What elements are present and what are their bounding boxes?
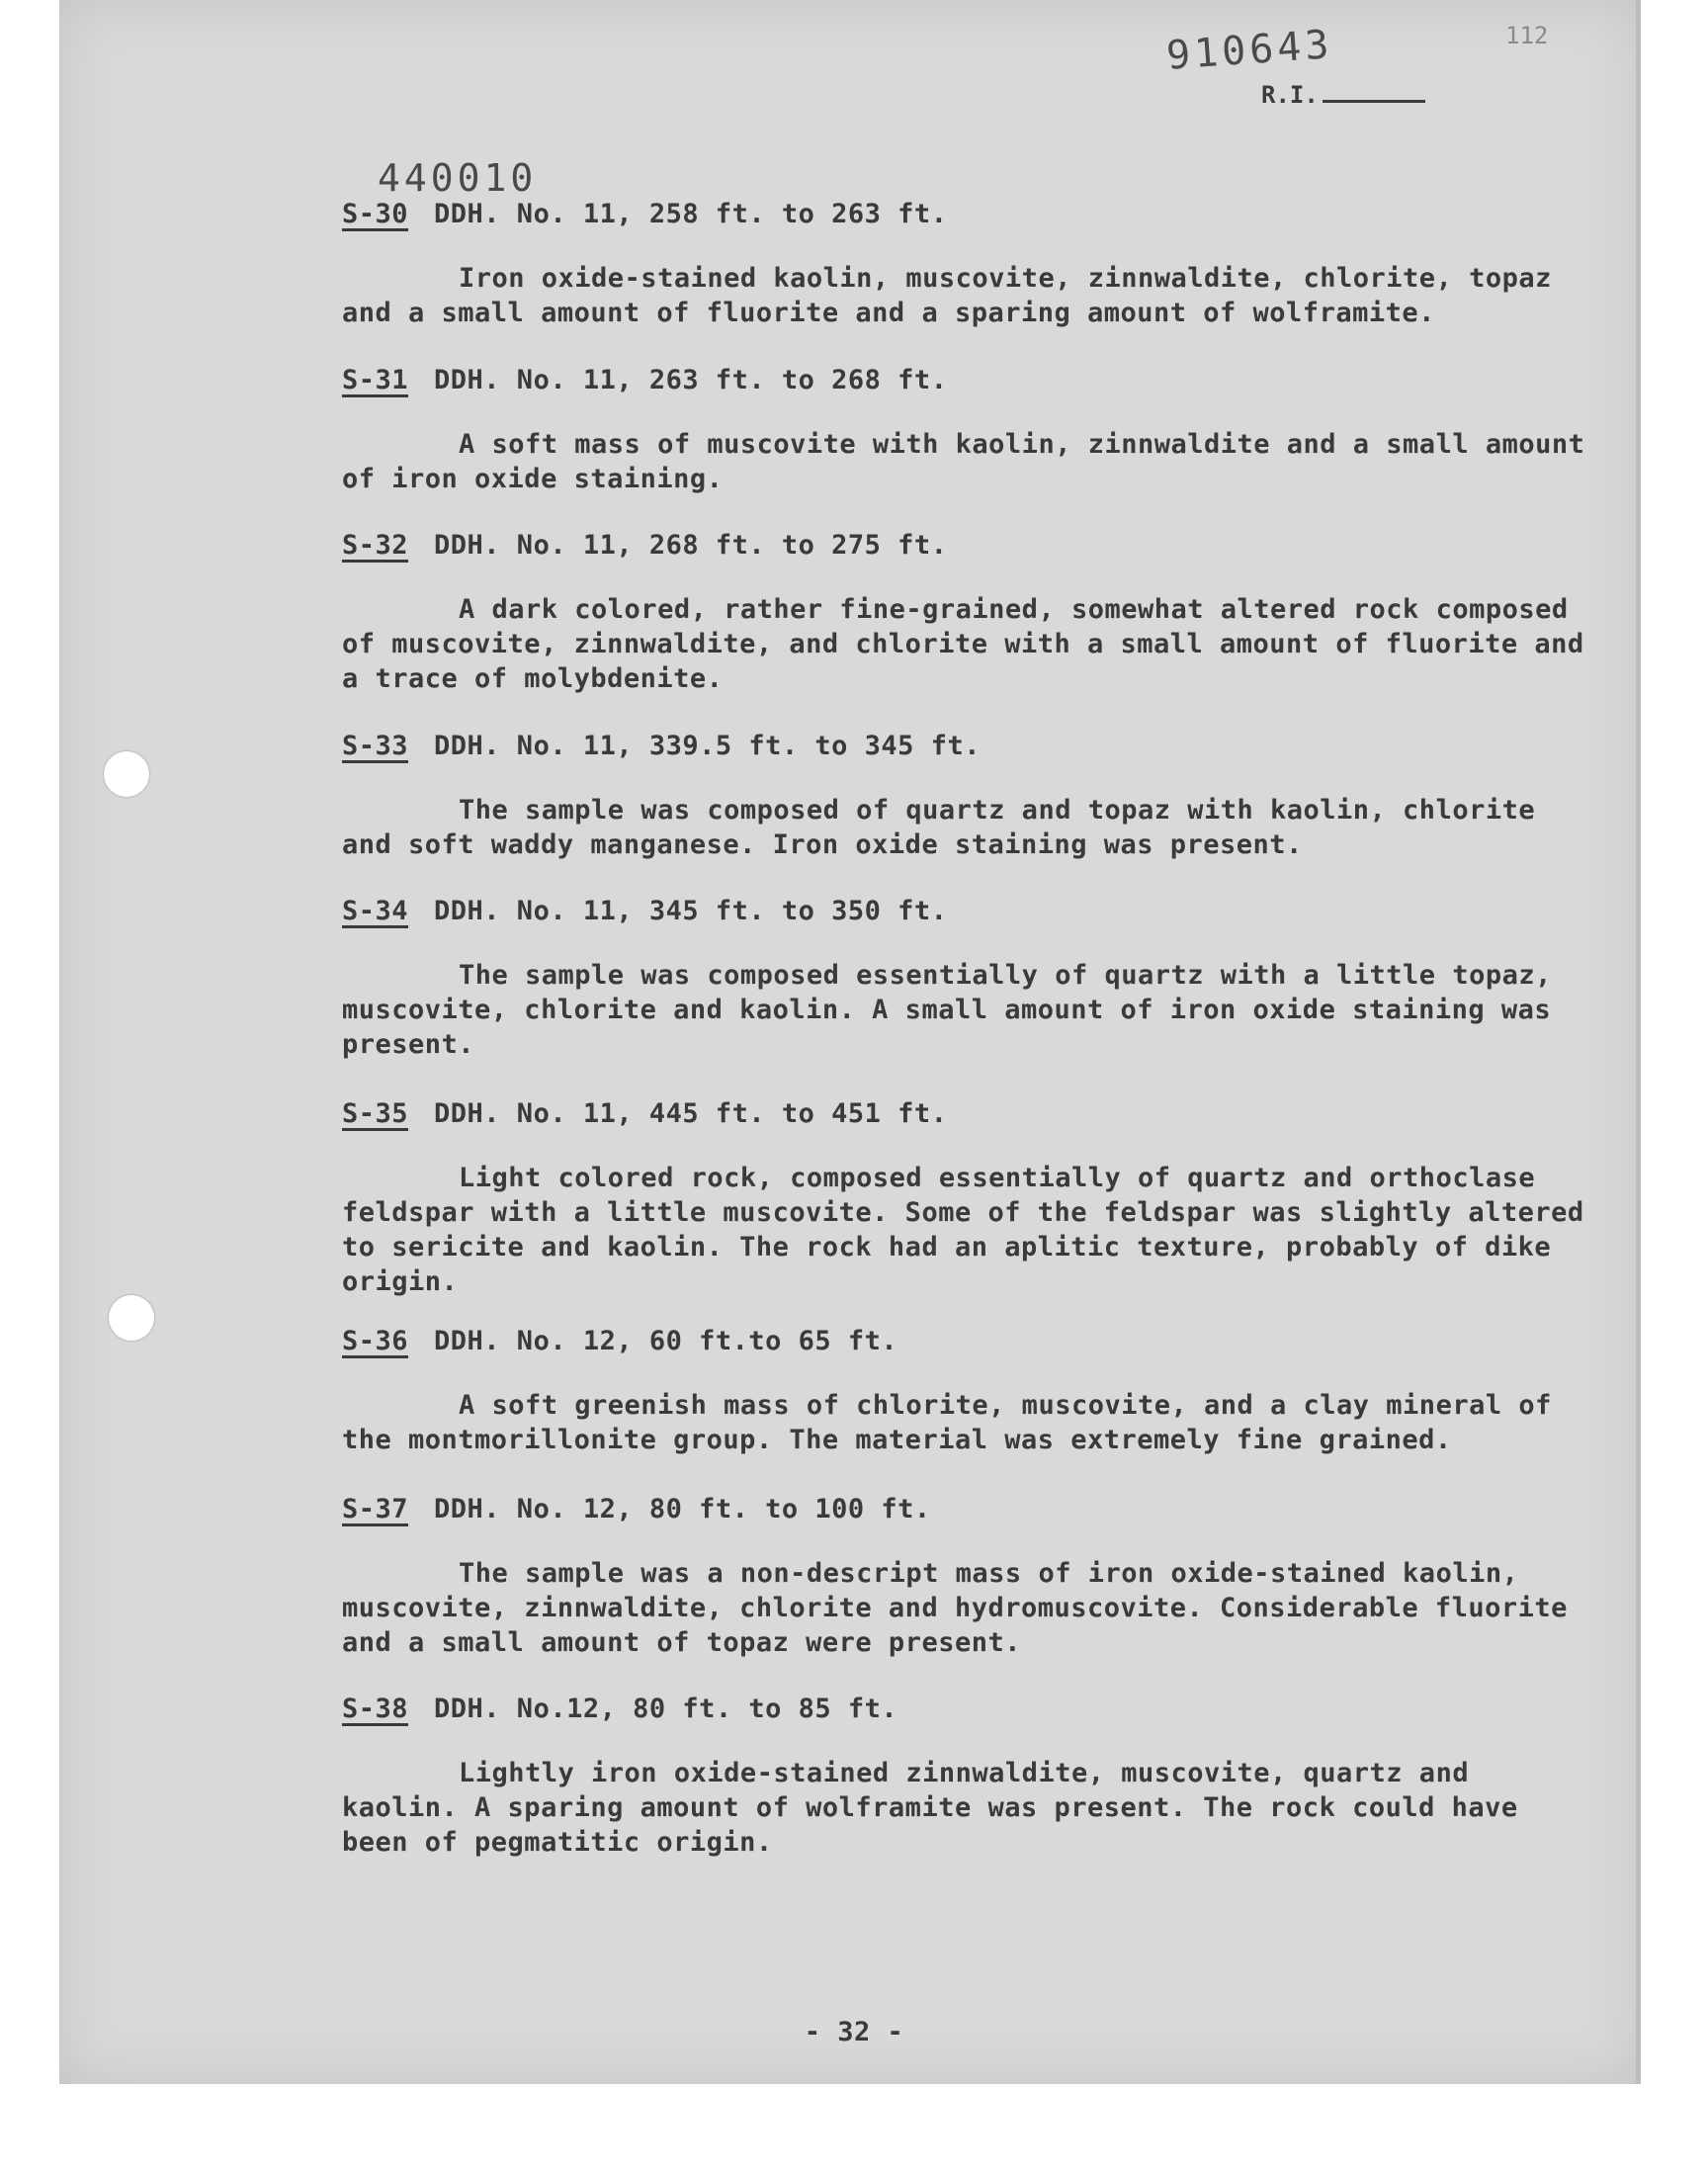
page-number: - 32 - [804,2017,904,2047]
drill-hole-interval: DDH. No. 11, 339.5 ft. to 345 ft. [434,731,981,761]
sample-code: S-30 [342,199,409,229]
left-stamp-number: 440010 [378,156,538,200]
drill-hole-interval: DDH. No.12, 80 ft. to 85 ft. [434,1694,898,1724]
sample-description: A dark colored, rather fine-grained, somewhat altered rock composed of muscovite, zinnwaldite, and chlorite with a small amount of fluorite and a trace of molybdenite. [342,594,1584,694]
punch-hole-bottom [109,1295,154,1341]
sample-code: S-38 [342,1694,409,1724]
ri-field [1261,81,1425,109]
sample-entry [342,730,1597,862]
punch-hole-top [104,751,149,797]
entry-heading [342,1693,1597,1726]
sample-entry [342,364,1597,496]
sample-code: S-37 [342,1494,409,1524]
sample-entry [342,198,1597,330]
drill-hole-interval: DDH. No. 11, 268 ft. to 275 ft. [434,530,948,561]
entry-heading [342,730,1597,763]
drill-hole-interval: DDH. No. 11, 258 ft. to 263 ft. [434,199,948,229]
sample-entry [342,529,1597,696]
sample-description: Lightly iron oxide-stained zinnwaldite, muscovite, quartz and kaolin. A sparing amount of wolframite was present. The rock could have been of pegmatitic origin. [342,1758,1518,1858]
entry-heading [342,364,1597,397]
drill-hole-interval: DDH. No. 11, 263 ft. to 268 ft. [434,365,948,395]
page-edge [1636,0,1641,2084]
sample-entry [342,1493,1597,1660]
entry-heading [342,1325,1597,1358]
sample-description: A soft mass of muscovite with kaolin, zinnwaldite and a small amount of iron oxide staining. [342,429,1585,494]
drill-hole-interval: DDH. No. 12, 80 ft. to 100 ft. [434,1494,931,1524]
drill-hole-interval: DDH. No. 11, 345 ft. to 350 ft. [434,896,948,926]
sample-description: The sample was composed essentially of quartz with a little topaz, muscovite, chlorite and kaolin. A small amount of iron oxide staining was present. [342,960,1552,1060]
entry-heading [342,895,1597,928]
sample-entry [342,1097,1597,1299]
ri-label: R.I. [1261,81,1319,109]
sample-description: The sample was a non-descript mass of iron oxide-stained kaolin, muscovite, zinnwaldite, chlorite and hydromuscovite. Considerable fluorite and a small amount of topaz were present. [342,1558,1568,1658]
sample-entry [342,895,1597,1062]
sample-code: S-35 [342,1098,409,1129]
sample-description: Light colored rock, composed essentially of quartz and orthoclase feldspar with a little muscovite. Some of the feldspar was slightly altered to sericite and kaolin. The rock had an aplitic texture, probably of dike origin. [342,1163,1584,1297]
sample-description: A soft greenish mass of chlorite, muscovite, and a clay mineral of the montmorillonite group. The material was extremely fine grained. [342,1390,1552,1455]
page-footer [0,2017,1708,2047]
sample-code: S-36 [342,1326,409,1356]
entry-heading [342,198,1597,231]
entry-heading [342,529,1597,563]
corner-page-number: 112 [1505,22,1549,49]
sample-code: S-34 [342,896,409,926]
drill-hole-interval: DDH. No. 11, 445 ft. to 451 ft. [434,1098,948,1129]
sample-description: Iron oxide-stained kaolin, muscovite, zinnwaldite, chlorite, topaz and a small amount of fluorite and a sparing amount of wolframite. [342,263,1552,328]
sample-code: S-31 [342,365,409,395]
ri-blank-line [1323,100,1425,103]
sample-description: The sample was composed of quartz and topaz with kaolin, chlorite and soft waddy manganese. Iron oxide staining was present. [342,795,1536,860]
sample-entry [342,1693,1597,1860]
sample-code: S-32 [342,530,409,561]
drill-hole-interval: DDH. No. 12, 60 ft.to 65 ft. [434,1326,898,1356]
entry-heading [342,1097,1597,1131]
top-stamp-number: 910643 [1164,22,1334,79]
entry-heading [342,1493,1597,1526]
sample-entry [342,1325,1597,1457]
sample-code: S-33 [342,731,409,761]
